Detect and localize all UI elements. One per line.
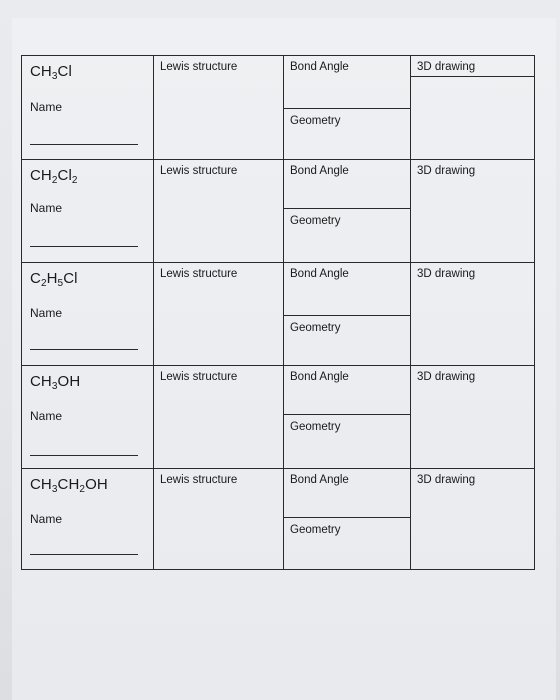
molecule-row-1 bbox=[22, 56, 534, 159]
bond-angle-cell[interactable] bbox=[283, 160, 410, 262]
3d-drawing-label: 3D drawing bbox=[417, 268, 476, 280]
molecule-row-2 bbox=[22, 159, 534, 262]
formula-cell bbox=[22, 366, 153, 468]
name-label: Name bbox=[30, 409, 63, 423]
name-label: Name bbox=[30, 512, 63, 526]
lewis-structure-cell[interactable] bbox=[153, 263, 283, 365]
name-answer-line[interactable] bbox=[30, 349, 138, 350]
formula-ch3oh: $CH_3OH$ bbox=[30, 373, 81, 392]
name-answer-line[interactable] bbox=[30, 246, 138, 247]
3d-drawing-cell[interactable] bbox=[410, 366, 534, 468]
formula-ch2cl2: $CH_2Cl_2$ bbox=[30, 167, 78, 186]
bond-angle-cell[interactable] bbox=[283, 366, 410, 468]
lewis-structure-label: Lewis structure bbox=[160, 61, 238, 73]
3d-drawing-cell[interactable] bbox=[410, 160, 534, 262]
3d-drawing-cell[interactable] bbox=[410, 469, 534, 569]
name-label: Name bbox=[30, 306, 63, 320]
bond-angle-cell[interactable] bbox=[283, 56, 410, 159]
geometry-cell[interactable] bbox=[284, 108, 410, 159]
geometry-label: Geometry bbox=[290, 421, 341, 433]
bond-angle-label: Bond Angle bbox=[290, 61, 349, 73]
molecule-row-3 bbox=[22, 262, 534, 365]
lewis-structure-label: Lewis structure bbox=[160, 165, 238, 177]
lewis-structure-cell[interactable] bbox=[153, 56, 283, 159]
formula-cell bbox=[22, 56, 153, 159]
3d-drawing-header bbox=[411, 56, 534, 77]
lewis-structure-label: Lewis structure bbox=[160, 474, 238, 486]
3d-drawing-cell[interactable] bbox=[410, 263, 534, 365]
formula-cell bbox=[22, 469, 153, 569]
bond-angle-cell[interactable] bbox=[283, 469, 410, 569]
geometry-label: Geometry bbox=[290, 322, 341, 334]
geometry-label: Geometry bbox=[290, 524, 341, 536]
bond-angle-label: Bond Angle bbox=[290, 474, 349, 486]
3d-drawing-label: 3D drawing bbox=[417, 371, 476, 383]
bond-angle-label: Bond Angle bbox=[290, 268, 349, 280]
molecule-row-4 bbox=[22, 365, 534, 468]
geometry-cell[interactable] bbox=[284, 315, 410, 365]
name-label: Name bbox=[30, 100, 63, 114]
molecule-row-5 bbox=[22, 468, 534, 569]
molecule-worksheet-table bbox=[21, 55, 535, 570]
name-answer-line[interactable] bbox=[30, 144, 138, 145]
3d-drawing-label: 3D drawing bbox=[417, 61, 476, 73]
bond-angle-cell[interactable] bbox=[283, 263, 410, 365]
formula-ch3cl: $CH_3Cl$ bbox=[30, 63, 72, 82]
name-label: Name bbox=[30, 201, 63, 215]
formula-ch3ch2oh: $CH_3CH_2OH$ bbox=[30, 476, 108, 495]
3d-drawing-cell[interactable] bbox=[410, 56, 534, 159]
3d-drawing-label: 3D drawing bbox=[417, 165, 476, 177]
geometry-cell[interactable] bbox=[284, 414, 410, 468]
lewis-structure-cell[interactable] bbox=[153, 366, 283, 468]
geometry-cell[interactable] bbox=[284, 517, 410, 569]
bond-angle-label: Bond Angle bbox=[290, 371, 349, 383]
name-answer-line[interactable] bbox=[30, 455, 138, 456]
lewis-structure-label: Lewis structure bbox=[160, 371, 238, 383]
lewis-structure-cell[interactable] bbox=[153, 160, 283, 262]
geometry-label: Geometry bbox=[290, 115, 341, 127]
name-answer-line[interactable] bbox=[30, 554, 138, 555]
geometry-cell[interactable] bbox=[284, 208, 410, 262]
formula-c2h5cl: $C_2H_5Cl$ bbox=[30, 270, 78, 289]
bond-angle-label: Bond Angle bbox=[290, 165, 349, 177]
lewis-structure-label: Lewis structure bbox=[160, 268, 238, 280]
formula-cell bbox=[22, 160, 153, 262]
formula-cell bbox=[22, 263, 153, 365]
lewis-structure-cell[interactable] bbox=[153, 469, 283, 569]
3d-drawing-label: 3D drawing bbox=[417, 474, 476, 486]
geometry-label: Geometry bbox=[290, 215, 341, 227]
